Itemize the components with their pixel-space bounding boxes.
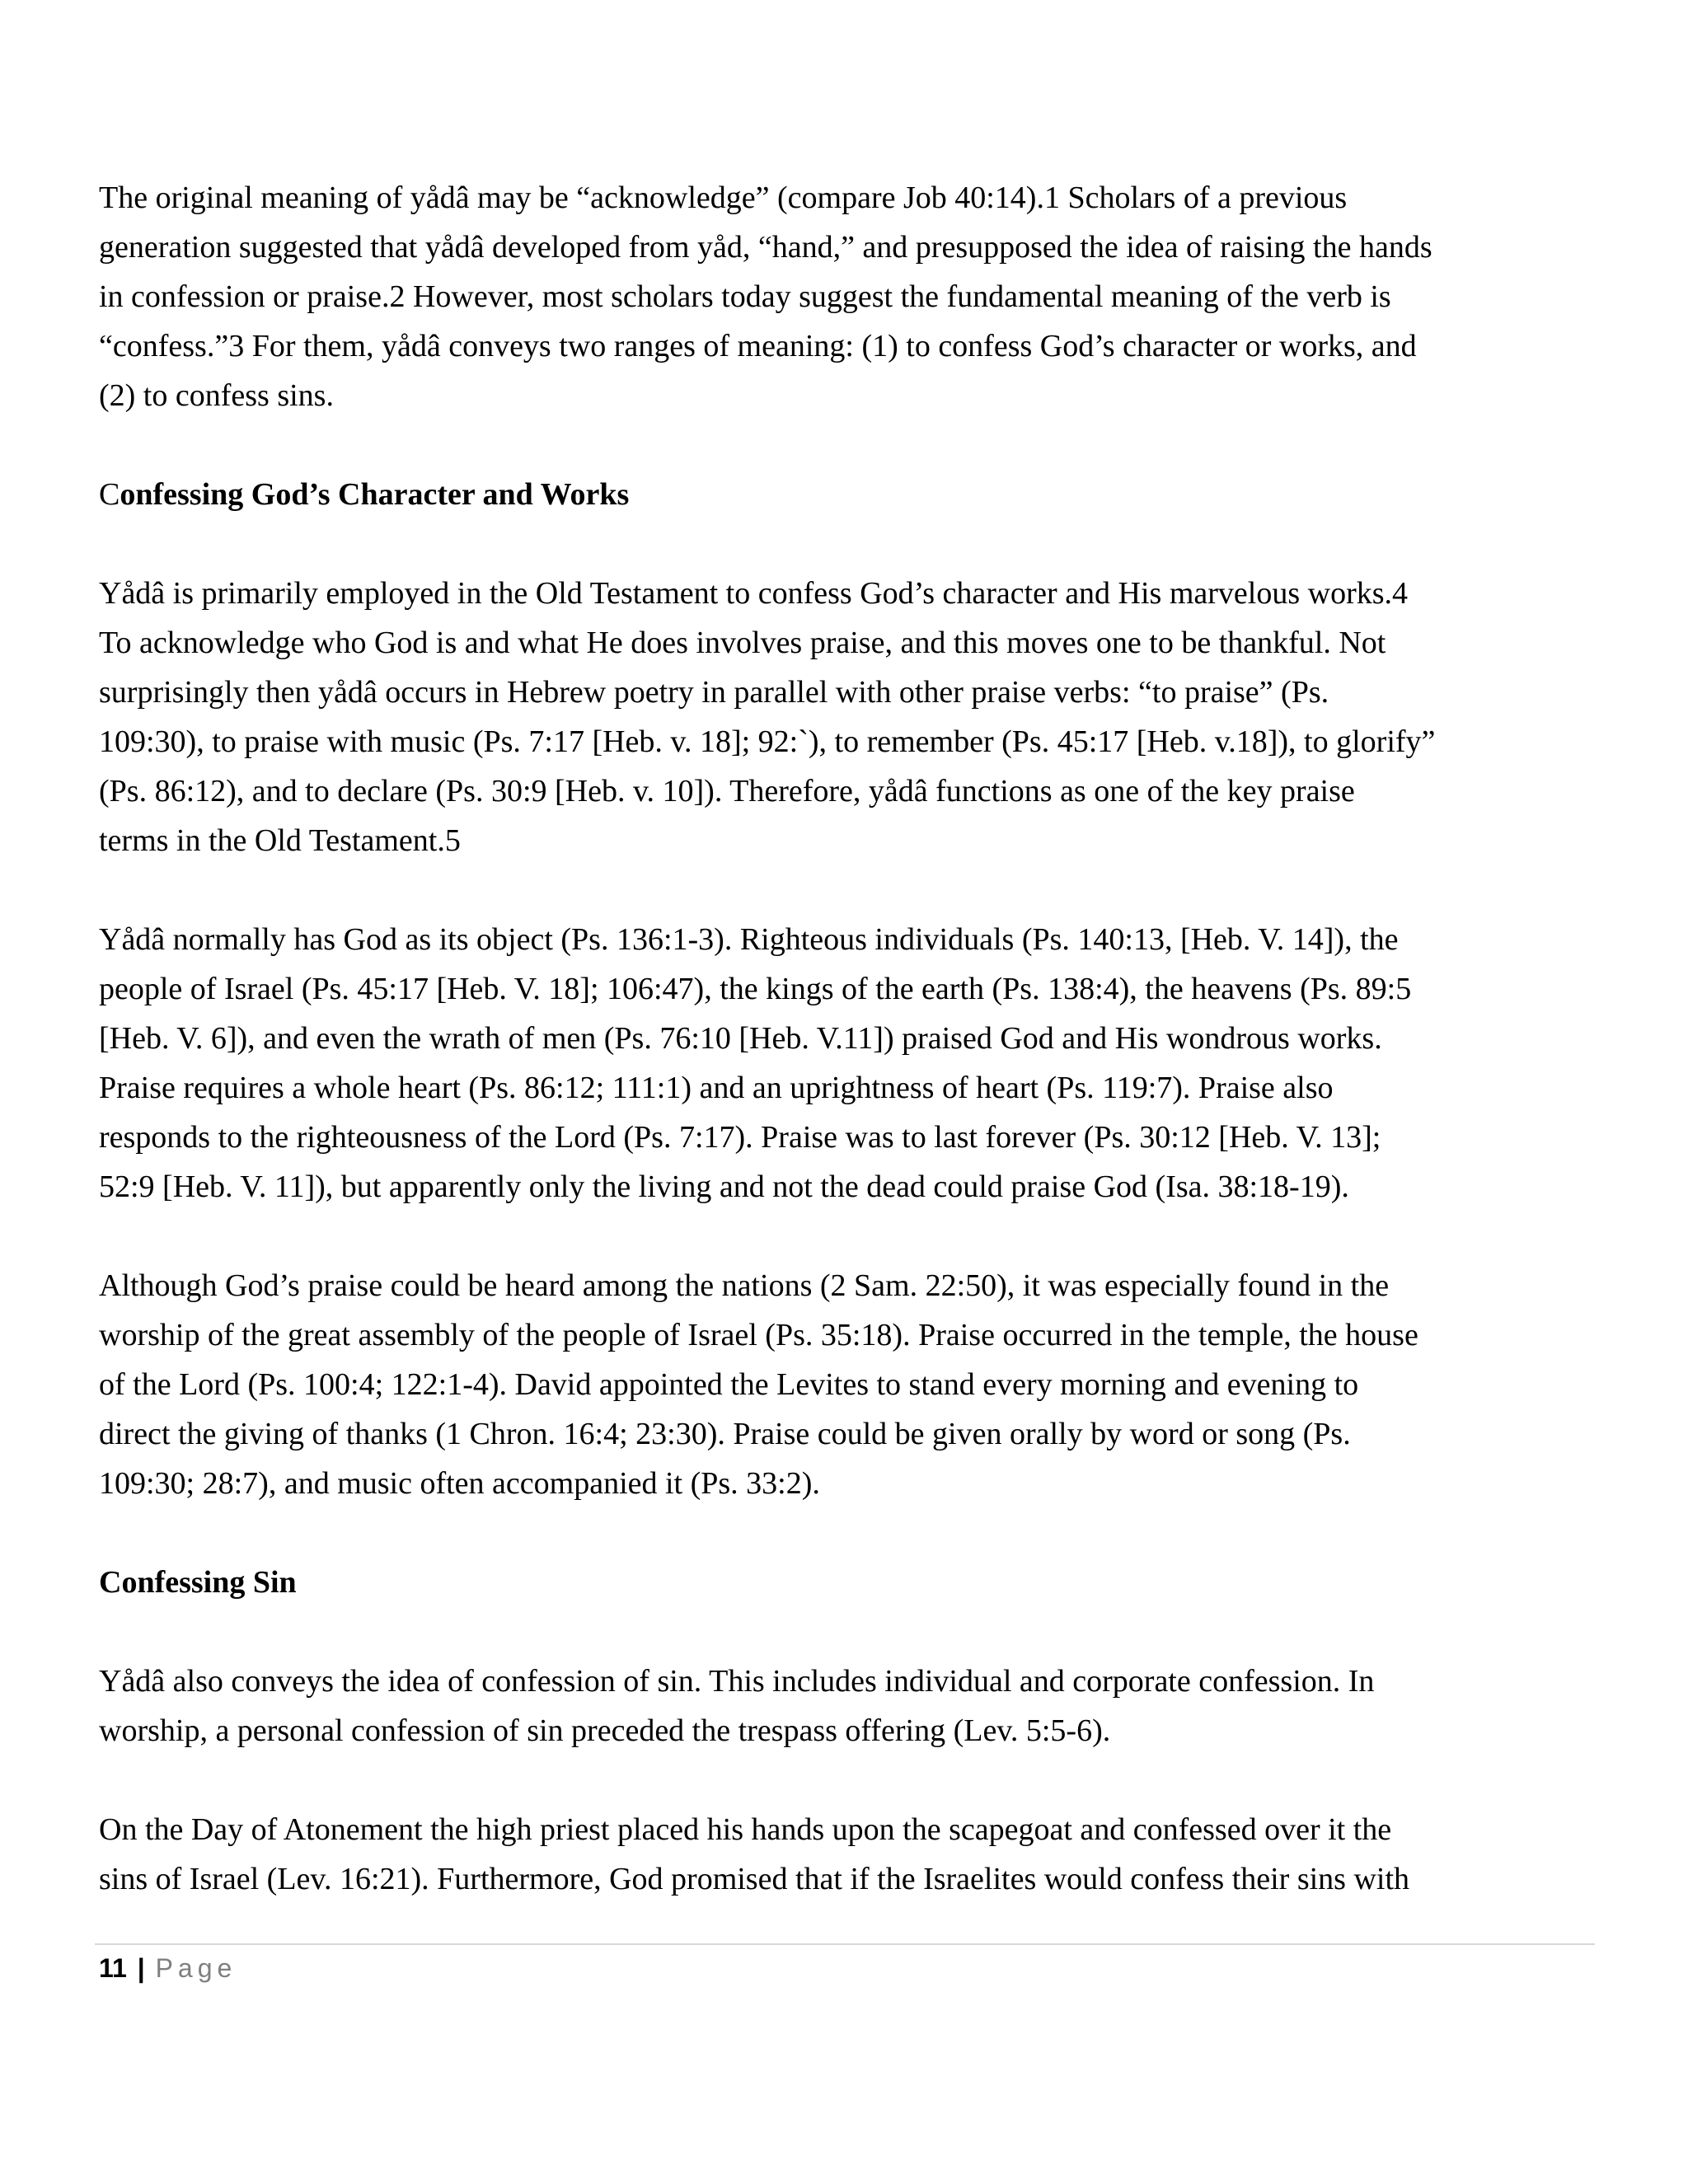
footer-separator: | bbox=[137, 1953, 145, 1983]
paragraph-confession-of-sin: Yådâ also conveys the idea of confession of sin. This includes individual and corporate confession. In worship, a personal confession of sin preceded the trespass offering (Lev. 5:5-6). bbox=[99, 1664, 1375, 1748]
page-footer bbox=[99, 1952, 237, 1985]
paragraph-original-meaning: The original meaning of yådâ may be “acknowledge” (compare Job 40:14).1 Scholars of a previous generation suggested that yådâ developed from yåd, “hand,” and presupposed the idea of raising the hands in confession or praise.2 However, most scholars today suggest the fundamental meaning of the verb is “confess.”3 For them, yådâ conveys two ranges of meaning: (1) to confess God’s character or works, and (2) to confess sins. bbox=[99, 180, 1432, 413]
heading-confessing-sin: Confessing Sin bbox=[99, 1565, 297, 1600]
heading-confessing-character-and-works bbox=[99, 470, 1525, 519]
footer-divider bbox=[95, 1943, 1595, 1945]
paragraph-primary-usage: Yådâ is primarily employed in the Old Testament to confess God’s character and His marvelous works.4 To acknowledge who God is and what He does involves praise, and this moves one to be thankful. Not surprisingly then yådâ occurs in Hebrew poetry in parallel with other praise verbs: “to praise” (Ps. 109:30), to praise with music (Ps. 7:17 [Heb. v. 18]; 92:`), to remember (Ps. 45:17 [Heb. v.18]), to glorify” (Ps. 86:12), and to declare (Ps. 30:9 [Heb. v. 10]). Therefore, yådâ functions as one of the key praise terms in the Old Testament.5 bbox=[99, 576, 1436, 858]
heading-rest: onfessing God’s Character and Works bbox=[120, 477, 630, 512]
page-number: 11 bbox=[99, 1953, 127, 1983]
heading-first-letter: C bbox=[99, 477, 120, 512]
paragraph-praise-among-nations: Although God’s praise could be heard among the nations (2 Sam. 22:50), it was especially found in the worship of the great assembly of the people of Israel (Ps. 35:18). Praise occurred in the temple, the house of the Lord (Ps. 100:4; 122:1-4). David appointed the Levites to stand every morning and evening to direct the giving of thanks (1 Chron. 16:4; 23:30). Praise could be given orally by word or song (Ps. 109:30; 28:7), and music often accompanied it (Ps. 33:2). bbox=[99, 1268, 1418, 1501]
paragraph-day-of-atonement: On the Day of Atonement the high priest placed his hands upon the scapegoat and confessed over it the sins of Israel (Lev. 16:21). Furthermore, God promised that if the Israelites would confess their sins with bbox=[99, 1812, 1410, 1896]
paragraph-object-of-praise: Yådâ normally has God as its object (Ps. 136:1-3). Righteous individuals (Ps. 140:13, [Heb. V. 14]), the people of Israel (Ps. 45:17 [Heb. V. 18]; 106:47), the kings of the earth (Ps. 138:4), the heavens (Ps. 89:5 [Heb. V. 6]), and even the wrath of men (Ps. 76:10 [Heb. V.11]) praised God and His wondrous works. Praise requires a whole heart (Ps. 86:12; 111:1) and an uprightness of heart (Ps. 119:7). Praise also responds to the righteousness of the Lord (Ps. 7:17). Praise was to last forever (Ps. 30:12 [Heb. V. 13]; 52:9 [Heb. V. 11]), but apparently only the living and not the dead could praise God (Isa. 38:18-19). bbox=[99, 922, 1412, 1204]
document-body bbox=[99, 173, 1525, 1953]
page-label: Page bbox=[155, 1953, 237, 1983]
